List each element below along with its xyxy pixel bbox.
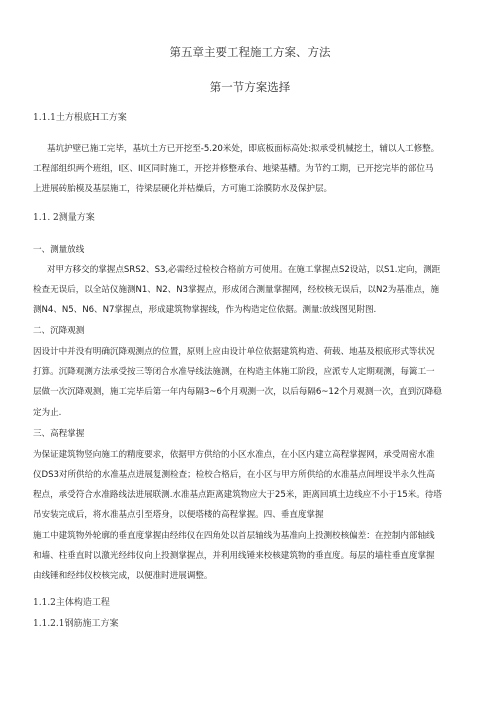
heading-survey-plan: 1.1. 2测量方案 (33, 213, 95, 223)
paragraph-line: 层做一次沉降观测，施工完毕后第一年内每隔3~6个月观测一次，以后每隔6~12个月观测一次，直到沉降稳 (33, 387, 442, 397)
paragraph-line: 打算。沉降观测方法承受按三等闭合水准导线法施测，在构造主体施工阶段，应派专人定期观测，每篱工一 (33, 367, 435, 377)
paragraph-line: 和墙、柱垂直时以激光经纬仪向上投测掌握点，并利用线锤来校核建筑物的垂直度。每层的墙柱垂直度掌握 (33, 551, 435, 561)
chapter-title: 第五章主要工程施工方案、方法 (169, 45, 331, 59)
subheading-elevation: 三、高程掌握 (33, 429, 85, 439)
paragraph-line: 仪DS3对所供给的水准基点进展复测检查；检校合格后，在小区与甲方所供给的水准基点间埋设半永久性高 (33, 470, 435, 480)
paragraph-line: 对甲方移交的掌握点SRS2、S3,必需经过检校合格前方可使用。在施工掌握点S2设站，以S1.定向，测距 (47, 265, 441, 275)
paragraph-line: 由线锤和经纬仪校核完成，以便准时进展调整。 (33, 571, 213, 581)
paragraph-line: 测N4、N5、N6、N7掌握点，形成建筑物掌握线，作为构造定位依据。测量:放线图见附图. (33, 305, 377, 315)
paragraph-line: 定为止. (33, 408, 62, 418)
heading-rebar-plan: 1.1.2.1钢筋施工方案 (33, 619, 119, 629)
section-title: 第一节方案选择 (209, 80, 291, 94)
paragraph-line: 工程部组织两个班组，I区、II区同时施工，开挖并修整承台、地梁基槽。为节约工期，已开挖完毕的部位马 (33, 164, 434, 174)
subheading-survey: 一、测量放线 (33, 245, 85, 255)
subheading-settlement: 二、沉降观测 (33, 326, 85, 336)
paragraph-line: 吊安装完成后，将水准基点引至塔身，以便塔楼的高程掌握。四、垂直度掌握 (33, 510, 324, 520)
paragraph-line: 基坑护壁已施工完毕，基坑土方已开挖至-5.20米处，即底板面标高处:拟承受机械挖土，辅以人工修整。 (47, 144, 440, 154)
paragraph-line: 程点，承受符合水准路线法进展联测.水准基点距离建筑物应大于25米，距离回填土边线应不小于15米。待塔 (33, 490, 442, 500)
heading-main-structure: 1.1.2主体构造工程 (33, 598, 110, 608)
paragraph-line: 施工中建筑物外轮廓的垂直度掌握由经纬仪在四角处以首层轴线为基准向上投测校核偏差：在控制内部轴线 (33, 531, 435, 541)
paragraph-line: 检查无误后，以全站仪施测N1、N2、N3掌握点，形成闭合测量掌握网，经校核无误后，以N2为基准点，施 (33, 285, 440, 295)
paragraph-line: 因设计中并没有明确沉降观测点的位置，原则上应由设计单位依据建筑构造、荷载、地基及根底形式等状况 (33, 347, 435, 357)
paragraph-line: 上进展砖胎模及基层施工，待梁层硬化并枯燥后，方可施工涂膜防水及保护层。 (33, 184, 333, 194)
paragraph-line: 为保证建筑物竖向施工的精度要求，依据甲方供给的小区水准点，在小区内建立高程掌握网，承受周密水准 (33, 450, 435, 460)
heading-earthwork: 1.1.1土方根底H工方案 (33, 113, 127, 123)
